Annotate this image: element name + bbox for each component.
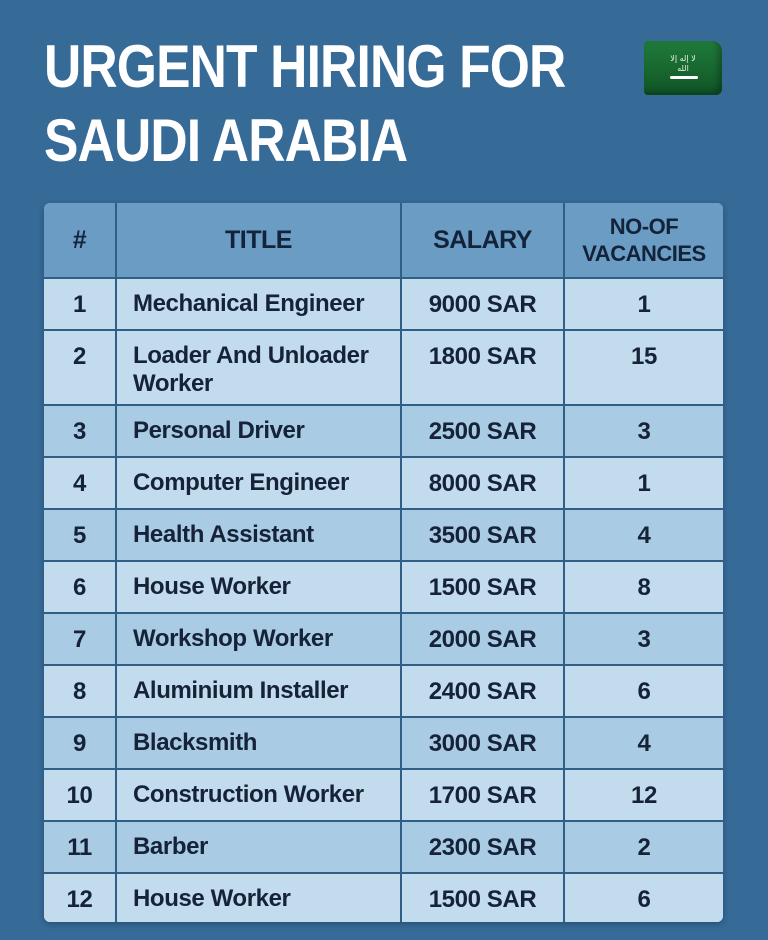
salary: 1500 SAR	[401, 873, 564, 922]
job-title: House Worker	[116, 873, 401, 922]
vacancies: 6	[564, 873, 723, 922]
vacancies: 12	[564, 769, 723, 821]
table-row	[44, 873, 723, 922]
vacancies-table	[44, 203, 723, 922]
salary: 9000 SAR	[401, 278, 564, 330]
row-number: 11	[44, 821, 116, 873]
salary: 2300 SAR	[401, 821, 564, 873]
table-row	[44, 821, 723, 873]
table-row	[44, 509, 723, 561]
job-title: Loader And Unloader Worker	[116, 330, 401, 405]
row-number: 12	[44, 873, 116, 922]
vacancies: 3	[564, 613, 723, 665]
table-row	[44, 665, 723, 717]
saudi-flag-icon	[644, 41, 722, 95]
table-row	[44, 278, 723, 330]
title-line-2: SAUDI ARABIA	[44, 107, 408, 174]
job-title: Health Assistant	[116, 509, 401, 561]
salary: 2000 SAR	[401, 613, 564, 665]
vacancies: 2	[564, 821, 723, 873]
flag-sword-icon	[670, 76, 698, 79]
vacancies: 6	[564, 665, 723, 717]
job-title: Blacksmith	[116, 717, 401, 769]
job-title: Aluminium Installer	[116, 665, 401, 717]
table-row	[44, 405, 723, 457]
vacancies: 4	[564, 509, 723, 561]
table-row	[44, 330, 723, 405]
job-title: Computer Engineer	[116, 457, 401, 509]
job-title: Barber	[116, 821, 401, 873]
salary: 1800 SAR	[401, 330, 564, 405]
column-header-salary: SALARY	[401, 203, 564, 278]
row-number: 3	[44, 405, 116, 457]
row-number: 7	[44, 613, 116, 665]
table-row	[44, 717, 723, 769]
table-row	[44, 561, 723, 613]
column-header-title: TITLE	[116, 203, 401, 278]
salary: 3500 SAR	[401, 509, 564, 561]
salary: 2500 SAR	[401, 405, 564, 457]
row-number: 9	[44, 717, 116, 769]
page-title	[44, 30, 565, 178]
vacancies: 1	[564, 278, 723, 330]
table-header-row	[44, 203, 723, 278]
vacancies: 15	[564, 330, 723, 405]
column-header-number: #	[44, 203, 116, 278]
flag-script-icon: ﻻ ﺇﻟﻪ ﺇﻻ ﺍﻟﻠﻪ	[670, 54, 696, 73]
column-header-vacancies: NO-OF VACANCIES	[564, 203, 723, 278]
job-title: House Worker	[116, 561, 401, 613]
job-title: Personal Driver	[116, 405, 401, 457]
salary: 1500 SAR	[401, 561, 564, 613]
row-number: 1	[44, 278, 116, 330]
row-number: 10	[44, 769, 116, 821]
title-line-1: URGENT HIRING FOR	[44, 33, 566, 100]
vacancies: 8	[564, 561, 723, 613]
job-title: Workshop Worker	[116, 613, 401, 665]
vacancies: 3	[564, 405, 723, 457]
table-row	[44, 613, 723, 665]
job-title: Mechanical Engineer	[116, 278, 401, 330]
row-number: 8	[44, 665, 116, 717]
vacancies: 4	[564, 717, 723, 769]
table-row	[44, 769, 723, 821]
job-title: Construction Worker	[116, 769, 401, 821]
salary: 8000 SAR	[401, 457, 564, 509]
salary: 1700 SAR	[401, 769, 564, 821]
salary: 3000 SAR	[401, 717, 564, 769]
row-number: 6	[44, 561, 116, 613]
salary: 2400 SAR	[401, 665, 564, 717]
row-number: 4	[44, 457, 116, 509]
table-row	[44, 457, 723, 509]
row-number: 2	[44, 330, 116, 405]
vacancies: 1	[564, 457, 723, 509]
row-number: 5	[44, 509, 116, 561]
